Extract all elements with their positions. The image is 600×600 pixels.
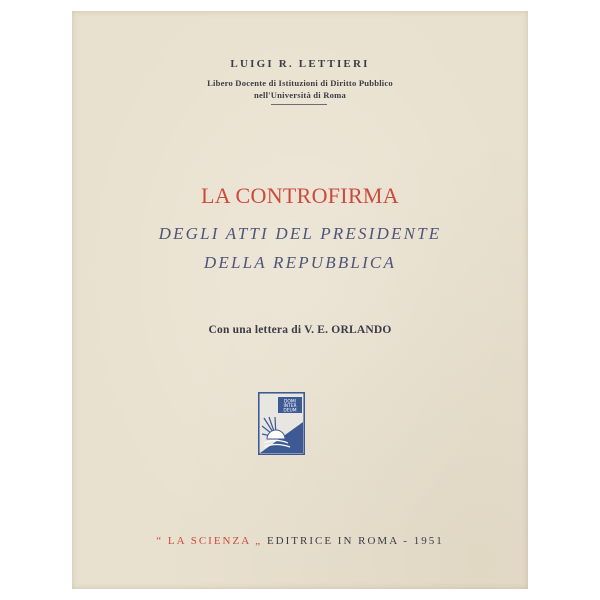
publisher-emblem-icon	[258, 392, 305, 455]
emblem-text-line-2: INTER	[283, 404, 297, 409]
book-title: LA CONTROFIRMA	[201, 183, 399, 208]
book-subtitle-line-2: DELLA REPUBBLICA	[203, 253, 397, 272]
divider-rule	[271, 104, 327, 105]
publisher-name: “ LA SCIENZA „	[156, 535, 263, 547]
emblem-text-line-1: DOMI	[284, 399, 296, 405]
book-cover	[72, 11, 528, 589]
author-affiliation-line-1: Libero Docente di Istituzioni di Diritto Pubblico	[207, 78, 393, 88]
letter-note: Con una lettera di V. E. ORLANDO	[208, 324, 392, 336]
book-subtitle-line-1: DEGLI ATTI DEL PRESIDENTE	[158, 224, 442, 243]
author-name: LUIGI R. LETTIERI	[230, 58, 370, 70]
publisher-city-year: EDITRICE IN ROMA - 1951	[266, 535, 444, 547]
publisher-line	[72, 535, 528, 547]
emblem-text-line-3: DEUM	[283, 408, 297, 414]
author-affiliation-line-2: nell'Università di Roma	[254, 90, 346, 100]
